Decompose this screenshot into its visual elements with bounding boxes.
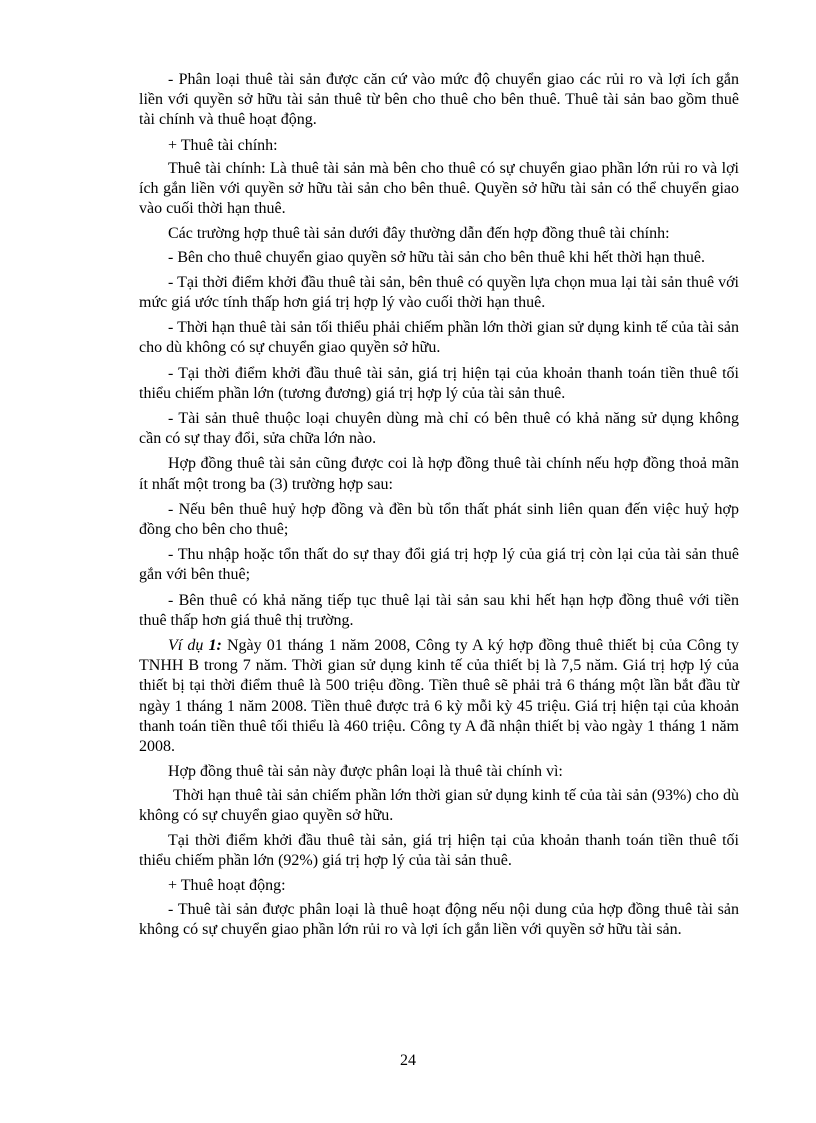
paragraph-cases-intro: Các trường hợp thuê tài sản dưới đây thường dẫn đến hợp đồng thuê tài chính: [168,225,670,243]
list-item: - Thu nhập hoặc tổn thất do sự thay đổi giá trị hợp lý của giá trị còn lại của tài sản thuê gắn với bên thuê; [139,546,739,584]
page-number: 24 [400,1052,416,1069]
heading-operating-lease: + Thuê hoạt động: [168,877,286,895]
paragraph-reason-present-value: Tại thời điểm khởi đầu thuê tài sản, giá trị hiện tại của khoản thanh toán tiền thuê tối thiểu chiếm phần lớn (92%) giá trị hợp lý của tài sản thuê. [139,831,739,870]
paragraph-operating-lease-definition: - Thuê tài sản được phân loại là thuê hoạt động nếu nội dung của hợp đồng thuê tài sản không có sự chuyển giao phần lớn rủi ro và lợi ích gắn liền với quyền sở hữu tài sản. [139,900,739,938]
page-body [139,70,739,945]
example-number: 1: [208,637,222,655]
list-item: - Bên thuê có khả năng tiếp tục thuê lại tài sản sau khi hết hạn hợp đồng thuê với tiền thuê thấp hơn giá thuê thị trường. [139,591,739,629]
paragraph-classified-because: Hợp đồng thuê tài sản này được phân loại là thuê tài chính vì: [168,763,563,781]
list-item: - Tại thời điểm khởi đầu thuê tài sản, giá trị hiện tại của khoản thanh toán tiền thuê tối thiểu chiếm phần lớn (tương đương) giá trị hợp lý của tài sản thuê. [139,364,739,402]
example-label: Ví dụ [168,637,209,655]
example-text: Ngày 01 tháng 1 năm 2008, Công ty A ký hợp đồng thuê thiết bị của Công ty TNHH B trong 7 năm. Thời gian sử dụng kinh tế của thiết bị là 7,5 năm. Giá trị hợp lý của thiết bị tại thời điểm thuê là 500 triệu đồng. Tiền thuê sẽ phải trả 6 tháng một lần bắt đầu từ ngày 1 tháng 1 năm 2008. Tiền thuê được trả 6 kỳ mỗi kỳ 45 triệu. Giá trị hiện tại của khoản thanh toán tiền thuê tối thiểu là 460 triệu. Công ty A đã nhận thiết bị vào ngày 1 tháng 1 năm 2008. [139,637,739,756]
list-item: - Thời hạn thuê tài sản tối thiểu phải chiếm phần lớn thời gian sử dụng kinh tế của tài sản cho dù không có sự chuyển giao quyền sở hữu. [139,319,739,357]
paragraph-also-considered: Hợp đồng thuê tài sản cũng được coi là hợp đồng thuê tài chính nếu hợp đồng thoả mãn ít nhất một trong ba (3) trường hợp sau: [139,455,739,493]
heading-finance-lease: + Thuê tài chính: [168,136,278,154]
paragraph-classification: - Phân loại thuê tài sản được căn cứ vào mức độ chuyển giao các rủi ro và lợi ích gắn liền với quyền sở hữu tài sản thuê từ bên cho thuê cho bên thuê. Thuê tài sản bao gồm thuê tài chính và thuê hoạt động. [139,71,739,129]
list-item: - Bên cho thuê chuyển giao quyền sở hữu tài sản cho bên thuê khi hết thời hạn thuê. [168,248,706,266]
paragraph-reason-term: Thời hạn thuê tài sản chiếm phần lớn thời gian sử dụng kinh tế của tài sản (93%) cho dù không có sự chuyển giao quyền sở hữu. [139,786,739,824]
list-item: - Tại thời điểm khởi đầu thuê tài sản, bên thuê có quyền lựa chọn mua lại tài sản thuê với mức giá ước tính thấp hơn giá trị hợp lý vào cuối thời hạn thuê. [139,273,739,312]
list-item: - Tài sản thuê thuộc loại chuyên dùng mà chỉ có bên thuê có khả năng sử dụng không cần có sự thay đổi, sửa chữa lớn nào. [139,410,739,448]
example-paragraph [139,636,739,757]
paragraph-finance-lease-definition: Thuê tài chính: Là thuê tài sản mà bên cho thuê có sự chuyển giao phần lớn rủi ro và lợi ích gắn liền với quyền sở hữu tài sản cho bên thuê. Quyền sở hữu tài sản có thể chuyển giao vào cuối thời hạn thuê. [139,159,739,218]
list-item: - Nếu bên thuê huỷ hợp đồng và đền bù tổn thất phát sinh liên quan đến việc huỷ hợp đồng cho bên cho thuê; [139,500,739,539]
